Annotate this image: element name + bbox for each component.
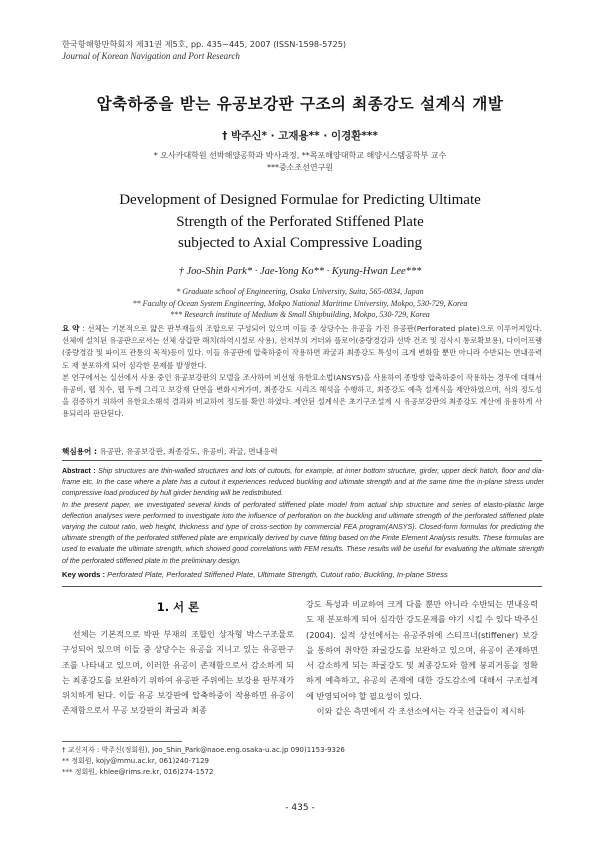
divider xyxy=(62,586,542,587)
authors-korean: † 박주신* · 고재용** · 이경환*** xyxy=(222,130,378,142)
footnote: † 교신저자 : 박주신(정회원), Joo_Shin_Park@naoe.eng.osaka-u.ac.jp 090)1153-9326 xyxy=(62,746,345,754)
affiliations-english xyxy=(0,286,600,321)
abstract-english-text: Ship structures are thin-walled structures and lots of cutouts, for example, at inner bottom structure, girder, upper deck hatch, floor and dia-frame etc. In the case where a plate has a cutout it experiences reduced buckling and ultimate strength and at the same time the in-plane stress under compressive load produced by hull girder bending will be redistributed. xyxy=(62,467,544,498)
body-paragraph: 강도 특성과 비교하여 크게 다를 뿐만 아니라 수반되는 면내응력도 재 분포하게 되어 심각한 강도문제를 야기 시킬 수 있다 박주신(2004). 실적 상선에서는 유공주위에 스티프너(stiffener) 보강을 통하여 취약한 좌굴강도를 보완하고 있으며, 유공이 존재하면서 감소하게 되는 좌굴강도 및 최종강도와 함께 붕괴거동을 정확하게 예측하고, 유공의 존재에 대한 강도감소에 대해서 구조설계에 반영되어야 할 필요성이 있다. xyxy=(306,599,538,701)
body-column-right xyxy=(306,597,538,719)
journal-citation: 한국항해항만학회지 제31권 제5호, pp. 435~445, 2007 (ISSN-1598-5725) xyxy=(62,39,347,49)
title-line: Development of Designed Formulae for Predicting Ultimate xyxy=(119,192,481,208)
keywords-english-text: Perforated Plate, Perforated Stiffened Plate, Ultimate Strength, Cutout ratio, Buckling, In-plane Stress xyxy=(107,570,448,579)
abstract-korean-text: : 선체는 기본적으로 얇은 판부재들의 조합으로 구성되어 있으며 이들 중 상당수는 유공을 가진 유공판(Perforated plate)으로 이루어져있다. 선체에 설치된 유공판으로서는 선체 상갑판 해치(하역시설로 사용), 선저부의 거더와 플로어(중량경감과 선박 건조 및 검사시 통로확보용), 다이어프램(중량경감 및 파이프 관통의 목적)등이 있다. 이들 유공판에 압축하중이 작용하면 좌굴과 최종강도 특성이 크게 변화할 뿐만 아니라 수반되는 면내응력도 재 분포하게 되어 심각한 문제를 발생한다. xyxy=(62,324,542,370)
abstract-korean xyxy=(62,323,542,421)
page-number: - 435 - xyxy=(285,803,315,813)
authors-english: † Joo-Shin Park* · Jae-Yong Ko** · Kyung-Hwan Lee*** xyxy=(178,266,422,277)
abstract-english-paragraph: In the present paper, we investigated several kinds of perforated stiffened plate model from actual ship structure and series of elasto-plastic large deflection analyses were performed to investigate into the influence of perforation on the buckling and ultimate strength of the perforated stiffened plate varying the cutout ratio, web height, thickness and type of cross-section by commercial FEA program(ANSYS). Closed-form formulas for predicting the ultimate strength of the perforated stiffened plate are empirically derived by curve fitting based on the Finite Element Analysis results. These formulas are used to evaluate the ultimate strength, which showed good correlations with FEM results. These results will be useful for evaluating the ultimate strength of the perforated stiffened plate in the preliminary design. xyxy=(62,500,544,565)
affiliations-korean xyxy=(0,150,600,174)
affiliation-line: *** Research institute of Medium & Small Shipbuilding, Mokpo, 530-729, Korea xyxy=(170,310,430,319)
section-heading-introduction: 1. 서 론 xyxy=(156,600,200,614)
abstract-english-paragraph xyxy=(62,466,544,500)
affiliation-line: * 오사카대학원 선박해양공학과 박사과정, **목포해양대학교 해양시스템공학부 교수 xyxy=(153,151,447,160)
keywords-english-label: Key words : xyxy=(62,570,106,579)
affiliation-line: ***중소조선연구원 xyxy=(266,163,334,172)
divider xyxy=(62,460,542,461)
title-line: Strength of the Perforated Stiffened Plate xyxy=(176,213,424,230)
keywords-korean xyxy=(62,446,542,457)
affiliation-line: * Graduate school of Engineering, Osaka University, Suita, 565-0834, Japan xyxy=(176,287,424,296)
journal-header xyxy=(62,38,346,62)
paper-title-korean: 압축하중을 받는 유공보강판 구조의 최종강도 설계식 개발 xyxy=(96,94,504,113)
footnote-divider xyxy=(62,741,182,742)
abstract-korean-label: 요 약 xyxy=(62,324,80,333)
keywords-korean-label: 핵심용어 : xyxy=(62,447,98,456)
paper-title-english xyxy=(0,190,600,255)
title-line: subjected to Axial Compressive Loading xyxy=(177,235,423,251)
keywords-korean-text: 유공판, 유공보강판, 최종강도, 유공비, 좌굴, 면내응력 xyxy=(99,447,278,456)
body-paragraph: 이와 같은 측면에서 각 조선소에서는 각국 선급들이 제시하 xyxy=(316,706,525,717)
footnotes xyxy=(62,745,362,779)
abstract-english-label: Abstract : xyxy=(62,467,96,475)
abstract-korean-paragraph xyxy=(62,323,542,372)
body-paragraph: 선체는 기본적으로 박판 부재의 조합인 상자형 박스구조물로 구성되어 있으며 이들 중 상당수는 유공을 지니고 있는 유공판구조를 나타내고 있으며, 이러한 유공이 존재함으로서 감소하게 되는 최종강도를 보완하기 위하여 유공판 주위에는 보강용 판부재가 위치하게 된다. 이들 유공 보강판에 압축하중이 작용하면 유공이 존재함으로서 무공 보강판의 좌굴과 최종 xyxy=(62,629,294,716)
footnote: *** 정회원, khlee@rims.re.kr, 016)274-1572 xyxy=(62,768,214,777)
footnote: ** 정회원, kojy@mmu.ac.kr, 061)240-7129 xyxy=(62,757,209,766)
abstract-korean-paragraph: 본 연구에서는 실선에서 사용 중인 유공보강판의 모델을 조사하여 비선형 유한요소법(ANSYS)을 사용하여 종방향 압축하중이 작용하는 경우에 대해서 유공비, 웹 치수, 웹 두께 그리고 보강재 단면을 변화시켜가며, 최종강도 시리즈 해석을 수행하고, 최종강도 예측 설계식을 제안하였으며, 식의 정도성을 검증하기 위하여 유한요소해석 결과와 비교하여 정도를 확인 하였다. 제안된 설계식은 초기구조설계 시 유공보강판의 최종강도 계산에 유용하게 사용되리라 판단된다. xyxy=(62,372,542,419)
abstract-english xyxy=(62,466,544,567)
journal-name: Journal of Korean Navigation and Port Research xyxy=(62,51,240,61)
body-column-left xyxy=(62,627,294,719)
affiliation-line: ** Faculty of Ocean System Engineering, Mokpo National Maritime University, Mokpo, 530-729, Korea xyxy=(132,298,468,308)
keywords-english xyxy=(62,570,544,579)
